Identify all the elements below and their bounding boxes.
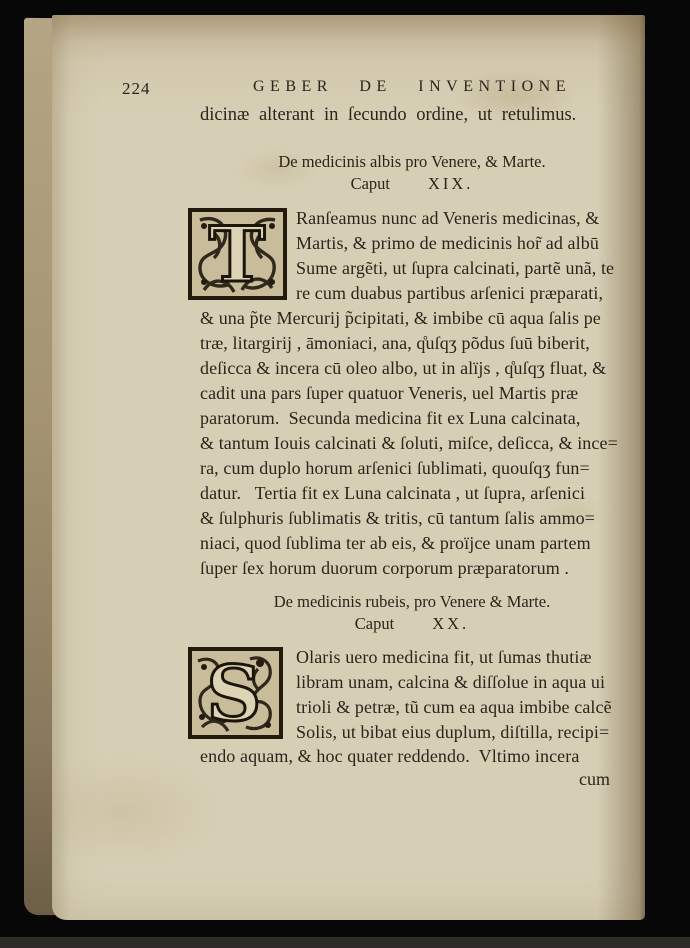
caput-label: Caput xyxy=(354,614,395,633)
caput-numeral: XIX. xyxy=(427,174,474,193)
text-line: & ſulphuris ſublimatis & tritis, cū tantum ſalis ammo= xyxy=(200,508,596,528)
text-line: Martis, & primo de medicinis hor̃ ad albū xyxy=(296,233,599,253)
woodcut-initial-s-icon xyxy=(188,647,283,739)
section2-heading: De medicinis rubeis, pro Venere & Marte. xyxy=(273,592,551,611)
text-line: datur. Tertia fit ex Luna calcinata , ut ſupra, arſenici xyxy=(200,483,586,503)
text-line: paratorum. Secunda medicina fit ex Luna calcinata, xyxy=(200,408,581,428)
text-line: træ, litargirij , āmoniaci, ana, q̊uſqʒ põdus ſuū biberit, xyxy=(200,333,590,353)
text-line: ra, cum duplo horum arſenici ſublimati, quouſqʒ fun= xyxy=(200,458,590,478)
text-line: Solis, ut bibat eius duplum, diſtilla, recipi= xyxy=(296,722,610,742)
running-title: GEBER DE INVENTIONE xyxy=(252,78,572,95)
section2-body-text xyxy=(200,744,624,769)
text-line: & una p̃te Mercurij p̃cipitati, & imbibe cū aqua ſalis pe xyxy=(200,308,601,328)
section2-caput xyxy=(200,614,624,634)
opening-line: dicinæ alterant in ſecundo ordine, ut retulimus. xyxy=(200,105,577,125)
running-head xyxy=(52,78,645,100)
drop-cap-letter: S xyxy=(206,649,262,738)
section1-caput xyxy=(200,174,624,194)
text-line: & tantum Iouis calcinati & ſoluti, miſce, deſicca, & ince= xyxy=(200,433,618,453)
woodcut-initial-t-icon xyxy=(188,208,287,300)
text-line: re cum duabus partibus arſenici præparati, xyxy=(296,283,604,303)
book-page xyxy=(52,15,645,920)
catchword: cum xyxy=(579,769,610,789)
text-line: ſuper ſex horum duorum corporum præparatorum . xyxy=(200,558,570,578)
text-line: trioli & petræ, tũ cum ea aqua imbibe calcẽ xyxy=(296,697,612,717)
section1-body-text xyxy=(200,306,624,581)
page-number: 224 xyxy=(122,79,151,98)
text-line: endo aquam, & hoc quater reddendo. Vltimo incera xyxy=(200,746,580,766)
caput-label: Caput xyxy=(350,174,390,193)
text-line: cadit una pars ſuper quatuor Veneris, uel Martis præ xyxy=(200,383,579,403)
drop-cap-letter: T xyxy=(208,210,266,299)
text-line: Olaris uero medicina fit, ut ſumas thutiæ xyxy=(296,647,592,667)
text-line: niaci, quod ſublima ter ab eis, & proïjce unam partem xyxy=(200,533,591,553)
book-fore-edge xyxy=(24,18,55,915)
scanner-edge-strip xyxy=(0,937,690,948)
section2-indented-text xyxy=(296,645,626,745)
text-line: libram unam, calcina & diſſolue in aqua ui xyxy=(296,672,606,692)
caput-numeral: XX. xyxy=(432,614,470,633)
section1-heading: De medicinis albis pro Venere, & Marte. xyxy=(278,152,546,171)
section1-indented-text xyxy=(296,206,626,306)
text-line: deſicca & incera cū oleo albo, ut in alïjs , q̊uſqʒ fluat, & xyxy=(200,358,607,378)
text-line: Ranſeamus nunc ad Veneris medicinas, & xyxy=(296,208,600,228)
text-line: Sume argẽti, ut ſupra calcinati, partẽ unã, te xyxy=(296,258,615,278)
